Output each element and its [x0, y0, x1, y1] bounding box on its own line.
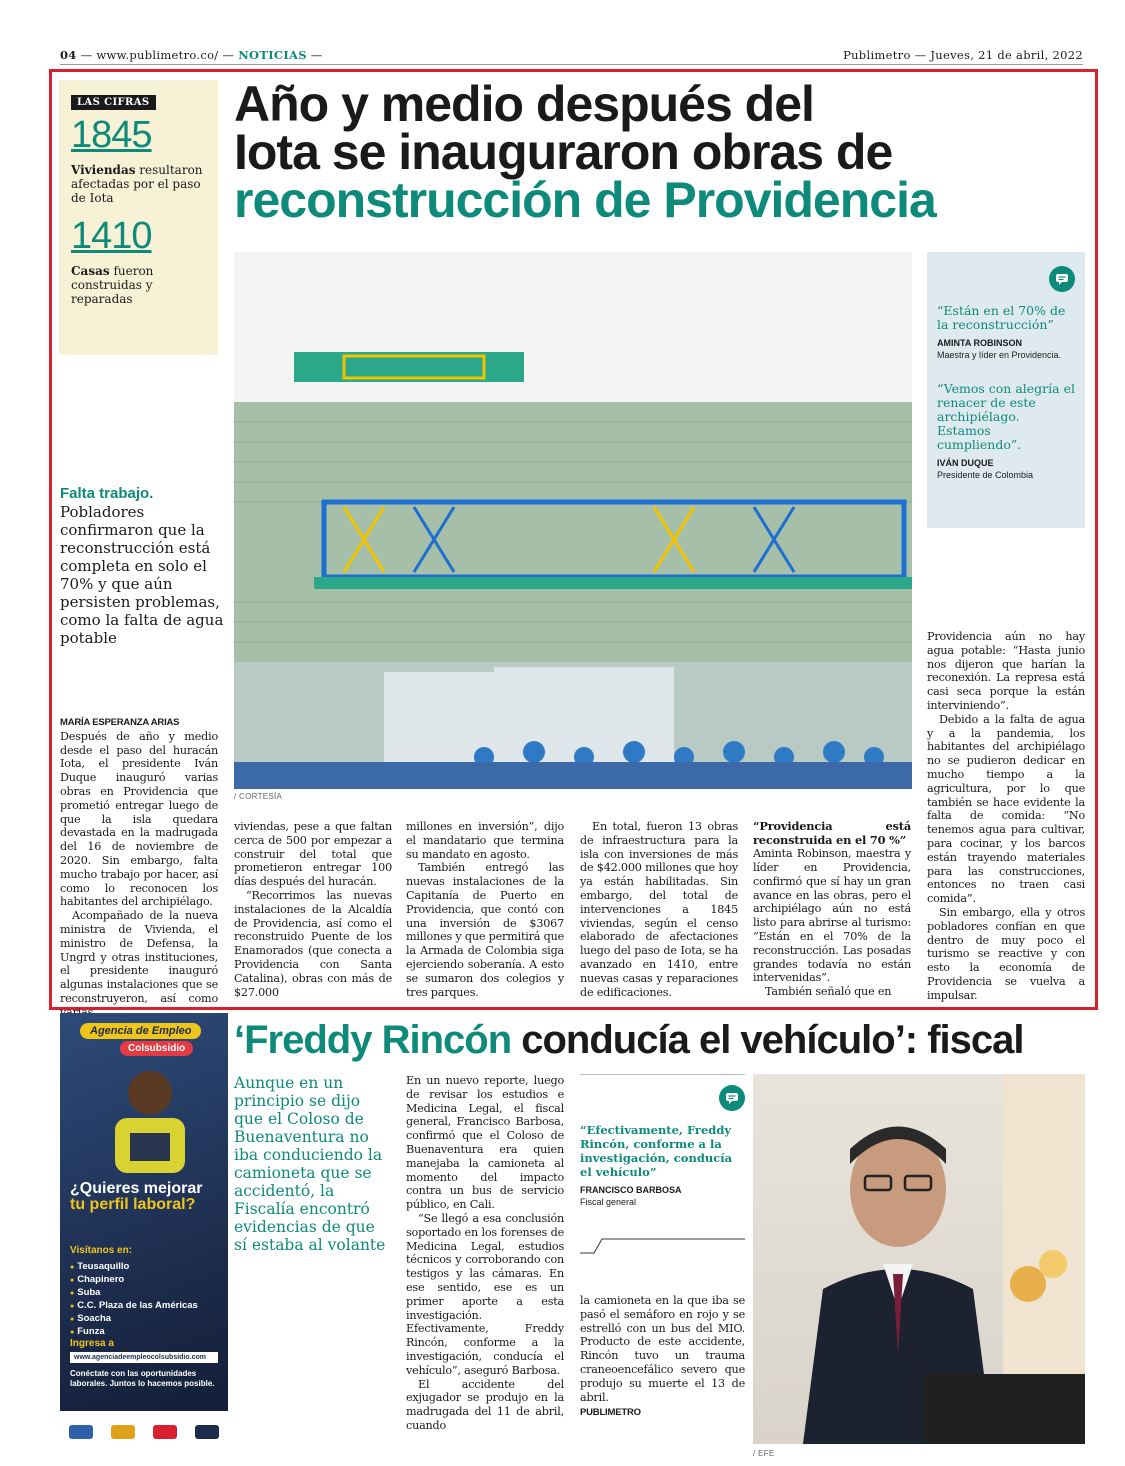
col6-paragraph-3: Sin embargo, ella y otros pobladores confían en que dentro de muy poco el turismo se reactive y con esto la economía de Providencia se vuelva a impulsar.: [927, 905, 1085, 1002]
byline: MARÍA ESPERANZA ARIAS: [60, 717, 180, 728]
quote-name-2: IVÁN DUQUE: [937, 458, 994, 468]
cifra-number-2: 1410: [71, 215, 152, 257]
cifra-number-1: 1845: [71, 114, 152, 156]
site-url[interactable]: www.publimetro.co/: [96, 48, 219, 62]
col1-paragraph-1: Después de año y medio desde el paso del huracán Iota, el presidente Iván Duque inauguró varias obras en Providencia que prometió entregar luego de que la isla quedara devastada en la madrugada del 16 de noviembre de 2020. Sin embargo, falta mucho trabajo por hacer, así como lo reconocen los habitantes del archipiélago.: [60, 729, 218, 909]
sponsor-logo-icon: [153, 1425, 177, 1439]
col4-paragraph-1: En total, fueron 13 obras de infraestructura para la isla con inversiones de más de $42.000 millones que hoy ya están habilitadas. Sin embargo, del total de intervenciones a 1845 viviendas, según el censo elaborado de afectaciones luego del paso de Iota, se ha avanzado en 1410, entre nuevas casas y reparaciones de edificaciones.: [580, 820, 738, 999]
freddy-lede: Aunque en un principio se dijo que el Coloso de Buenaventura no iba conduciendo la camioneta que se accidentó, la Fiscalía encontró evidencias de que sí estaba al volante: [234, 1074, 386, 1254]
headline-line-3: reconstrucción de Providencia: [234, 172, 936, 228]
ad-location: ● Chapinero: [70, 1274, 198, 1287]
ad-person-illustration: [90, 1063, 210, 1173]
sponsor-logo-icon: [69, 1425, 93, 1439]
quote-bubble-icon: [1049, 266, 1075, 292]
freddy-column-1: [406, 1074, 564, 1433]
ad-visit-label: Visítanos en:: [70, 1245, 133, 1256]
headline-line-1: Año y medio después del: [234, 76, 814, 132]
freddy-col1-paragraph-2: “Se llegó a esa conclusión soportado en los forenses de Medicina Legal, estudios técnicos y corroborando con testigos y las cámaras. En ese sentido, ese es un primer aporte a esta investigación. Efectivamente, Freddy Rincón, conforme a la investigación, conducía el vehículo”, aseguró Barbosa.: [406, 1211, 564, 1377]
quote-text-2: “Vemos con alegría el renacer de este archipiélago. Estamos cumpliendo”.: [937, 381, 1075, 452]
col2-paragraph-2: “Recorrimos las nuevas instalaciones de la Alcaldía de Providencia, así como el reconstruido Puente de los Enamorados (que conecta a Providencia con Santa Catalina), obras con más de $27.000: [234, 888, 392, 999]
ad-tagline: Conéctate con las oportunidades laborales. Juntos lo hacemos posible.: [70, 1369, 215, 1388]
photo-credit-label: / CORTESÍA: [234, 792, 283, 801]
cifras-box: [59, 80, 218, 355]
cifras-tag: LAS CIFRAS: [71, 95, 156, 110]
col3-paragraph-1: millones en inversión”, dijo el mandatario que termina su mandato en agosto.: [406, 820, 564, 861]
freddy-quote-box: [580, 1074, 745, 1261]
paper-date: Publimetro — Jueves, 21 de abril, 2022: [843, 48, 1083, 62]
sponsor-logo-icon: [111, 1425, 135, 1439]
col5-paragraph-1: Aminta Robinson, maestra y líder en Providencia, confirmó que sí hay un gran avance en las obras, pero el archipiélago aún no está listo para abrirse al turismo: “Están en el 70% de la reconstrucción. Las posadas grandes todavía no están intervenidas”.: [753, 847, 911, 985]
article-column-5: [753, 820, 911, 999]
freddy-column-2: [580, 1294, 745, 1420]
ad-question: ¿Quieres mejorar tu perfil laboral?: [70, 1180, 203, 1213]
cifra-text-1: Viviendas resultaron afectadas por el paso de Iota: [71, 163, 203, 205]
ad-ingresa: Ingresa a: [70, 1338, 114, 1349]
freddy-quote-text: “Efectivamente, Freddy Rincón, conforme a la investigación, conducía el vehículo”: [580, 1123, 733, 1179]
section-name: NOTICIAS: [238, 48, 307, 62]
building-illustration: [234, 252, 912, 789]
ad-pill: Agencia de Empleo: [80, 1023, 201, 1039]
page-number: 04: [60, 48, 77, 62]
freddy-signature: PUBLIMETRO: [580, 1407, 641, 1419]
freddy-headline: ‘Freddy Rincón conducía el vehículo’: fiscal: [234, 1018, 1024, 1062]
fiscal-photo: [753, 1074, 1085, 1444]
article-column-3: [406, 820, 564, 999]
ad-url[interactable]: www.agenciadeempleocolsubsidio.com: [70, 1352, 218, 1363]
quote-name-1: AMINTA ROBINSON: [937, 338, 1022, 348]
freddy-quote-role: Fiscal general: [580, 1197, 637, 1207]
article-column-2: [234, 820, 392, 999]
freddy-quote-name: FRANCISCO BARBOSA: [580, 1185, 682, 1195]
col6-paragraph-1: Providencia aún no hay agua potable: “Hasta junio nos dijeron que harían la reconexión. La represa está casi seca porque la están interviniendo”.: [927, 630, 1085, 712]
quote-text-1: “Están en el 70% de la reconstrucción”: [937, 303, 1066, 332]
fiscal-photo-credit: / EFE: [753, 1449, 775, 1458]
article-column-6: [927, 630, 1085, 1003]
ad-brand: Colsubsidio: [120, 1041, 193, 1056]
ad-location: ● Teusaquillo: [70, 1261, 198, 1274]
main-photo: [234, 252, 912, 789]
header-rule: [60, 64, 1083, 65]
quote-role-2: Presidente de Colombia: [937, 470, 1034, 480]
headline-line-2: Iota se inauguraron obras de: [234, 124, 893, 180]
article-column-1: [60, 716, 218, 1020]
sponsor-logo-icon: [195, 1425, 219, 1439]
freddy-col1-paragraph-3: El accidente del exjugador se produjo en la madrugada del 11 de abril, cuando: [406, 1377, 564, 1432]
fiscal-illustration: [753, 1074, 1085, 1444]
col5-paragraph-2: También señaló que en: [765, 985, 892, 999]
quote-bubble-icon: [719, 1085, 745, 1111]
ad-locations: [70, 1261, 198, 1339]
quotes-box: [927, 252, 1085, 528]
ad-location: ● Suba: [70, 1287, 198, 1300]
story-lede: Falta trabajo. Pobladores confirmaron que la reconstrucción está completa en solo el 70% y que aún persisten problemas, como la falta de agua potable: [60, 485, 224, 647]
ad-location: ● Funza: [70, 1326, 198, 1339]
col6-paragraph-2: Debido a la falta de agua y a la pandemia, los habitantes del archipiélago no se pudieron dedicar en mucho tiempo a la agricultura, por lo que también se hace evidente la falta de comida: “No tenemos agua para cultivar, para cocinar, y los barcos están trayendo materiales para las construcciones, entonces no traen casi comida”.: [927, 712, 1085, 906]
main-headline: [234, 76, 1094, 228]
freddy-col1-paragraph-1: En un nuevo reporte, luego de revisar los estudios e Medicina Legal, el fiscal general, Francisco Barbosa, confirmó que el Coloso de Buenaventura era quien manejaba la camioneta al momento del impacto contra un bus de servicio público, en Cali.: [406, 1074, 564, 1212]
col5-subheading: “Providencia está reconstruida en el 70 %”: [753, 819, 911, 847]
quote-role-1: Maestra y líder en Providencia.: [937, 350, 1062, 360]
article-column-4: [580, 820, 738, 999]
quote-divider-line: [580, 1233, 745, 1257]
ad-location: ● C.C. Plaza de las Américas: [70, 1300, 198, 1313]
col2-paragraph-1: viviendas, pese a que faltan cerca de 500 por empezar a construir del total que prometieron entregar 100 días después del huracán.: [234, 820, 392, 889]
col3-paragraph-2: También entregó las nuevas instalaciones de la Capitanía de Puerto en Providencia, que contó con una inversión de $3067 millones y que permitirá que la Armada de Colombia siga ejerciendo soberanía. A esto se sumaron dos colegios y tres parques.: [406, 861, 564, 999]
ad-sponsor-logos: [60, 1411, 228, 1453]
freddy-col2-paragraph-1: la camioneta en la que iba se pasó el semáforo en rojo y se estrelló con un bus del MIO. Producto de este accidente, Rincón tuvo un trauma craneoencefálico severo que produjo su muerte el 13 de abril.: [580, 1294, 745, 1404]
col1-paragraph-2: Acompañado de la nueva ministra de Vivienda, el ministro de Defensa, la Ungrd y otras instituciones, el presidente inauguró algunas instalaciones que se reconstruyeron, así como: [60, 909, 218, 1005]
ad-location: ● Soacha: [70, 1313, 198, 1326]
page-header-left: 04 — www.publimetro.co/ — NOTICIAS —: [60, 48, 323, 62]
job-agency-ad[interactable]: [60, 1013, 228, 1453]
cifra-text-2: Casas fueron construidas y reparadas: [71, 264, 154, 306]
